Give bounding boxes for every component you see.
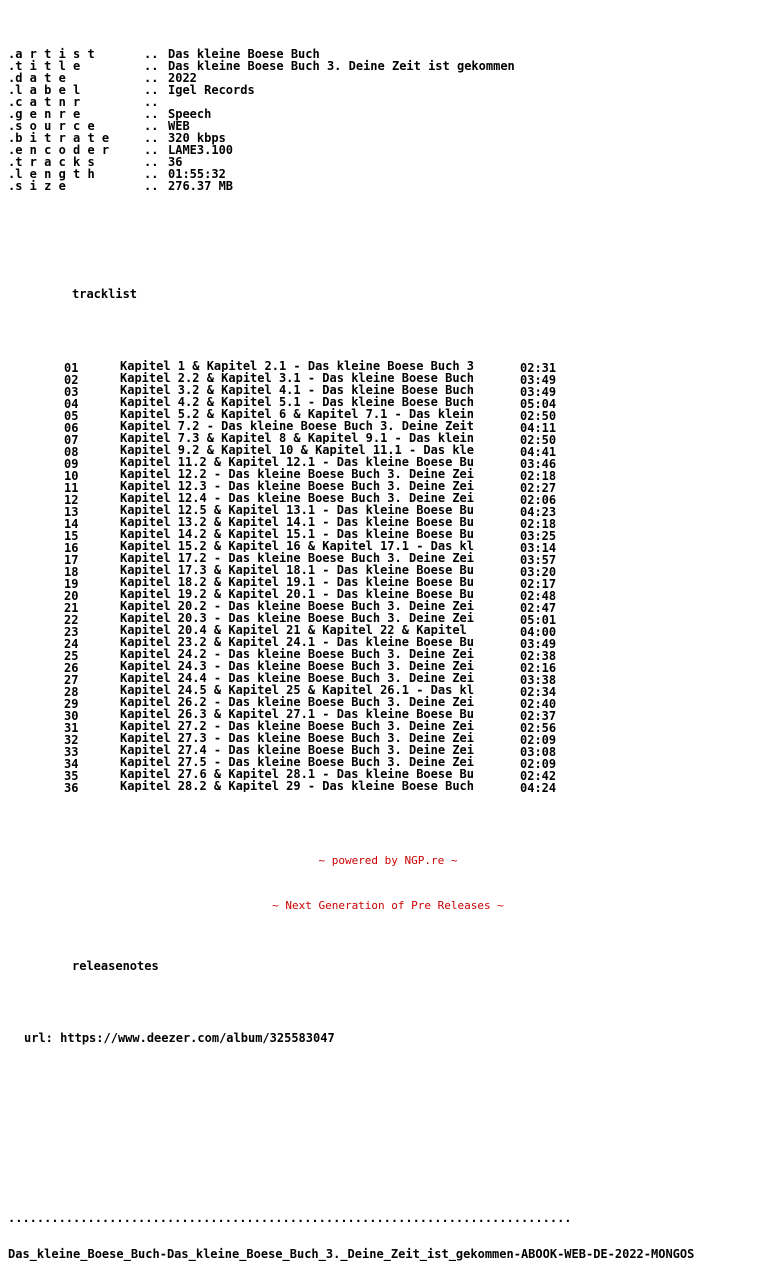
track-title: Kapitel 27.6 & Kapitel 28.1 - Das kleine Boese Bu: [120, 768, 475, 780]
spacer: [8, 1140, 694, 1152]
track-row: [8, 360, 694, 375]
meta-value: Speech: [168, 107, 212, 121]
track-row: [8, 528, 694, 543]
meta-separator: ..: [144, 71, 159, 85]
track-row: [8, 684, 694, 699]
track-number: 01: [64, 361, 79, 375]
track-title: Kapitel 27.5 - Das kleine Boese Buch 3. Deine Zei: [120, 756, 475, 768]
track-title: Kapitel 17.3 & Kapitel 18.1 - Das kleine Boese Bu: [120, 564, 475, 576]
track-row: [8, 540, 694, 555]
track-length: 02:50: [520, 409, 557, 423]
spacer: [8, 324, 694, 336]
meta-separator: ..: [144, 155, 159, 169]
track-number: 12: [64, 493, 79, 507]
meta-key: .s i z e: [8, 179, 66, 193]
meta-value: Das kleine Boese Buch 3. Deine Zeit ist gekommen: [168, 59, 515, 73]
meta-value: Das kleine Boese Buch: [168, 47, 320, 61]
meta-value: WEB: [168, 119, 190, 133]
track-number: 06: [64, 421, 79, 435]
track-title: Kapitel 28.2 & Kapitel 29 - Das kleine Boese Buch: [120, 780, 475, 792]
track-length: 02:18: [520, 517, 557, 531]
track-number: 15: [64, 529, 79, 543]
track-length: 02:09: [520, 733, 557, 747]
track-title: Kapitel 12.2 - Das kleine Boese Buch 3. Deine Zei: [120, 468, 475, 480]
track-length: 03:49: [520, 373, 557, 387]
track-row: [8, 696, 694, 711]
track-title: Kapitel 7.3 & Kapitel 8 & Kapitel 9.1 - Das klein: [120, 432, 475, 444]
track-length: 02:27: [520, 481, 557, 495]
track-number: 13: [64, 505, 79, 519]
track-title: Kapitel 3.2 & Kapitel 4.1 - Das kleine Boese Buch: [120, 384, 475, 396]
track-row: [8, 408, 694, 423]
meta-separator: ..: [144, 47, 159, 61]
track-row: [8, 456, 694, 471]
track-number: 16: [64, 541, 79, 555]
track-length: 02:17: [520, 577, 557, 591]
track-title: Kapitel 24.2 - Das kleine Boese Buch 3. Deine Zei: [120, 648, 475, 660]
track-length: 02:34: [520, 685, 557, 699]
track-title: Kapitel 20.3 - Das kleine Boese Buch 3. Deine Zei: [120, 612, 475, 624]
meta-separator: ..: [144, 59, 159, 73]
track-length: 03:46: [520, 457, 557, 471]
footer-powered-by: ~ powered by NGP.re ~: [318, 854, 458, 867]
meta-row: [8, 84, 694, 96]
track-number: 09: [64, 457, 79, 471]
track-row: [8, 744, 694, 759]
tracklist-heading: tracklist: [72, 287, 138, 301]
track-length: 04:00: [520, 625, 557, 639]
track-row: [8, 432, 694, 447]
track-row: [8, 516, 694, 531]
track-number: 22: [64, 613, 79, 627]
track-number: 24: [64, 637, 79, 651]
track-row: [8, 672, 694, 687]
track-number: 04: [64, 397, 79, 411]
track-number: 30: [64, 709, 79, 723]
track-row: [8, 576, 694, 591]
meta-key: .t r a c k s: [8, 155, 95, 169]
track-length: 03:38: [520, 673, 557, 687]
track-length: 02:38: [520, 649, 557, 663]
track-length: 02:56: [520, 721, 557, 735]
track-row: [8, 468, 694, 483]
track-number: 11: [64, 481, 79, 495]
track-title: Kapitel 27.4 - Das kleine Boese Buch 3. Deine Zei: [120, 744, 475, 756]
track-number: 10: [64, 469, 79, 483]
meta-separator: ..: [144, 143, 159, 157]
track-length: 04:11: [520, 421, 557, 435]
track-number: 23: [64, 625, 79, 639]
track-row: [8, 780, 694, 795]
track-row: [8, 600, 694, 615]
meta-row: [8, 96, 694, 108]
track-row: [8, 768, 694, 783]
meta-row: [8, 60, 694, 72]
meta-row: [8, 144, 694, 156]
meta-key: .g e n r e: [8, 107, 81, 121]
track-number: 21: [64, 601, 79, 615]
track-title: Kapitel 13.2 & Kapitel 14.1 - Das kleine Boese Bu: [120, 516, 475, 528]
meta-key: .s o u r c e: [8, 119, 95, 133]
meta-key: .l a b e l: [8, 83, 81, 97]
track-length: 05:04: [520, 397, 557, 411]
track-title: Kapitel 14.2 & Kapitel 15.1 - Das kleine Boese Bu: [120, 528, 475, 540]
spacer: [8, 1176, 694, 1188]
track-length: 04:41: [520, 445, 557, 459]
track-length: 02:16: [520, 661, 557, 675]
tracklist: [8, 360, 694, 795]
meta-separator: ..: [144, 131, 159, 145]
track-number: 05: [64, 409, 79, 423]
track-row: [8, 708, 694, 723]
track-length: 03:57: [520, 553, 557, 567]
track-number: 17: [64, 553, 79, 567]
track-row: [8, 492, 694, 507]
track-length: 03:49: [520, 385, 557, 399]
track-length: 03:25: [520, 529, 557, 543]
track-title: Kapitel 1 & Kapitel 2.1 - Das kleine Boese Buch 3: [120, 360, 475, 372]
track-number: 07: [64, 433, 79, 447]
track-title: Kapitel 7.2 - Das kleine Boese Buch 3. Deine Zeit: [120, 420, 475, 432]
track-row: [8, 504, 694, 519]
track-number: 02: [64, 373, 79, 387]
track-title: Kapitel 12.4 - Das kleine Boese Buch 3. Deine Zei: [120, 492, 475, 504]
track-row: [8, 384, 694, 399]
track-number: 03: [64, 385, 79, 399]
meta-value: 2022: [168, 71, 197, 85]
release-name: Das_kleine_Boese_Buch-Das_kleine_Boese_Buch_3._Deine_Zeit_ist_gekommen-ABOOK-WEB-DE-2022-MONGOS: [8, 1247, 695, 1261]
track-row: [8, 372, 694, 387]
track-title: Kapitel 20.2 - Das kleine Boese Buch 3. Deine Zei: [120, 600, 475, 612]
track-row: [8, 564, 694, 579]
track-length: 02:31: [520, 361, 557, 375]
track-row: [8, 420, 694, 435]
track-title: Kapitel 15.2 & Kapitel 16 & Kapitel 17.1 - Das kl: [120, 540, 475, 552]
meta-key: .e n c o d e r: [8, 143, 110, 157]
meta-row: [8, 156, 694, 168]
track-number: 33: [64, 745, 79, 759]
meta-key: .t i t l e: [8, 59, 81, 73]
spacer: [8, 1068, 694, 1080]
track-length: 02:18: [520, 469, 557, 483]
nfo-document: [8, 24, 694, 1272]
track-title: Kapitel 23.2 & Kapitel 24.1 - Das kleine Boese Bu: [120, 636, 475, 648]
track-length: 02:47: [520, 601, 557, 615]
track-length: 02:37: [520, 709, 557, 723]
track-row: [8, 720, 694, 735]
track-title: Kapitel 26.2 - Das kleine Boese Buch 3. Deine Zei: [120, 696, 475, 708]
track-row: [8, 396, 694, 411]
meta-value: 36: [168, 155, 183, 169]
meta-row: [8, 132, 694, 144]
meta-key: .b i t r a t e: [8, 131, 110, 145]
dotted-separator: ..............................................................................: [8, 1211, 572, 1225]
meta-key: .l e n g t h: [8, 167, 95, 181]
releasenotes-heading: releasenotes: [72, 959, 159, 973]
track-length: 02:09: [520, 757, 557, 771]
track-number: 14: [64, 517, 79, 531]
track-length: 03:20: [520, 565, 557, 579]
track-row: [8, 756, 694, 771]
url-line: [8, 1032, 694, 1044]
meta-row: [8, 168, 694, 180]
track-row: [8, 588, 694, 603]
track-length: 02:40: [520, 697, 557, 711]
meta-separator: ..: [144, 167, 159, 181]
track-number: 29: [64, 697, 79, 711]
meta-key: .a r t i s t: [8, 47, 95, 61]
track-length: 03:08: [520, 745, 557, 759]
track-length: 02:06: [520, 493, 557, 507]
meta-row: [8, 120, 694, 132]
meta-value: 01:55:32: [168, 167, 226, 181]
spacer: [8, 996, 694, 1008]
track-title: Kapitel 19.2 & Kapitel 20.1 - Das kleine Boese Bu: [120, 588, 475, 600]
meta-key: .c a t n r: [8, 95, 81, 109]
meta-key: .d a t e: [8, 71, 66, 85]
track-title: Kapitel 17.2 - Das kleine Boese Buch 3. Deine Zei: [120, 552, 475, 564]
track-row: [8, 636, 694, 651]
track-length: 02:42: [520, 769, 557, 783]
url-link[interactable]: https://www.deezer.com/album/325583047: [60, 1031, 335, 1045]
track-title: Kapitel 24.4 - Das kleine Boese Buch 3. Deine Zei: [120, 672, 475, 684]
track-number: 27: [64, 673, 79, 687]
meta-row: [8, 108, 694, 120]
track-number: 26: [64, 661, 79, 675]
track-title: Kapitel 2.2 & Kapitel 3.1 - Das kleine Boese Buch: [120, 372, 475, 384]
spacer: [8, 252, 694, 264]
track-row: [8, 732, 694, 747]
track-number: 08: [64, 445, 79, 459]
track-title: Kapitel 11.2 & Kapitel 12.1 - Das kleine Boese Bu: [120, 456, 475, 468]
url-label: url:: [24, 1031, 53, 1045]
meta-separator: ..: [144, 107, 159, 121]
track-title: Kapitel 24.5 & Kapitel 25 & Kapitel 26.1 - Das kl: [120, 684, 475, 696]
track-length: 03:14: [520, 541, 557, 555]
track-title: Kapitel 20.4 & Kapitel 21 & Kapitel 22 & Kapitel: [120, 624, 467, 636]
track-title: Kapitel 27.2 - Das kleine Boese Buch 3. Deine Zei: [120, 720, 475, 732]
track-row: [8, 624, 694, 639]
meta-separator: ..: [144, 179, 159, 193]
meta-separator: ..: [144, 119, 159, 133]
track-row: [8, 648, 694, 663]
track-title: Kapitel 18.2 & Kapitel 19.1 - Das kleine Boese Bu: [120, 576, 475, 588]
track-title: Kapitel 24.3 - Das kleine Boese Buch 3. Deine Zei: [120, 660, 475, 672]
meta-value: Igel Records: [168, 83, 255, 97]
release-metadata: [8, 48, 694, 192]
track-row: [8, 444, 694, 459]
track-title: Kapitel 26.3 & Kapitel 27.1 - Das kleine Boese Bu: [120, 708, 475, 720]
track-length: 03:49: [520, 637, 557, 651]
meta-value: 320 kbps: [168, 131, 226, 145]
track-number: 18: [64, 565, 79, 579]
track-length: 02:50: [520, 433, 557, 447]
track-number: 36: [64, 781, 79, 795]
track-row: [8, 612, 694, 627]
track-number: 32: [64, 733, 79, 747]
track-number: 20: [64, 589, 79, 603]
footer-tagline: ~ Next Generation of Pre Releases ~: [272, 899, 504, 912]
spacer: [8, 1104, 694, 1116]
track-length: 04:23: [520, 505, 557, 519]
track-row: [8, 552, 694, 567]
meta-value: LAME3.100: [168, 143, 234, 157]
meta-value: 276.37 MB: [168, 179, 234, 193]
track-title: Kapitel 12.5 & Kapitel 13.1 - Das kleine Boese Bu: [120, 504, 475, 516]
meta-row: [8, 72, 694, 84]
track-title: Kapitel 12.3 - Das kleine Boese Buch 3. Deine Zei: [120, 480, 475, 492]
track-number: 35: [64, 769, 79, 783]
track-title: Kapitel 4.2 & Kapitel 5.1 - Das kleine Boese Buch: [120, 396, 475, 408]
meta-separator: ..: [144, 95, 159, 109]
track-number: 25: [64, 649, 79, 663]
track-length: 04:24: [520, 781, 557, 795]
track-title: Kapitel 5.2 & Kapitel 6 & Kapitel 7.1 - Das klein: [120, 408, 475, 420]
track-row: [8, 660, 694, 675]
track-number: 31: [64, 721, 79, 735]
track-title: Kapitel 27.3 - Das kleine Boese Buch 3. Deine Zei: [120, 732, 475, 744]
track-row: [8, 480, 694, 495]
track-title: Kapitel 9.2 & Kapitel 10 & Kapitel 11.1 - Das kle: [120, 444, 475, 456]
track-length: 02:48: [520, 589, 557, 603]
spacer: [8, 216, 694, 228]
meta-row: [8, 180, 694, 192]
track-length: 05:01: [520, 613, 557, 627]
track-number: 34: [64, 757, 79, 771]
meta-separator: ..: [144, 83, 159, 97]
track-number: 19: [64, 577, 79, 591]
track-number: 28: [64, 685, 79, 699]
